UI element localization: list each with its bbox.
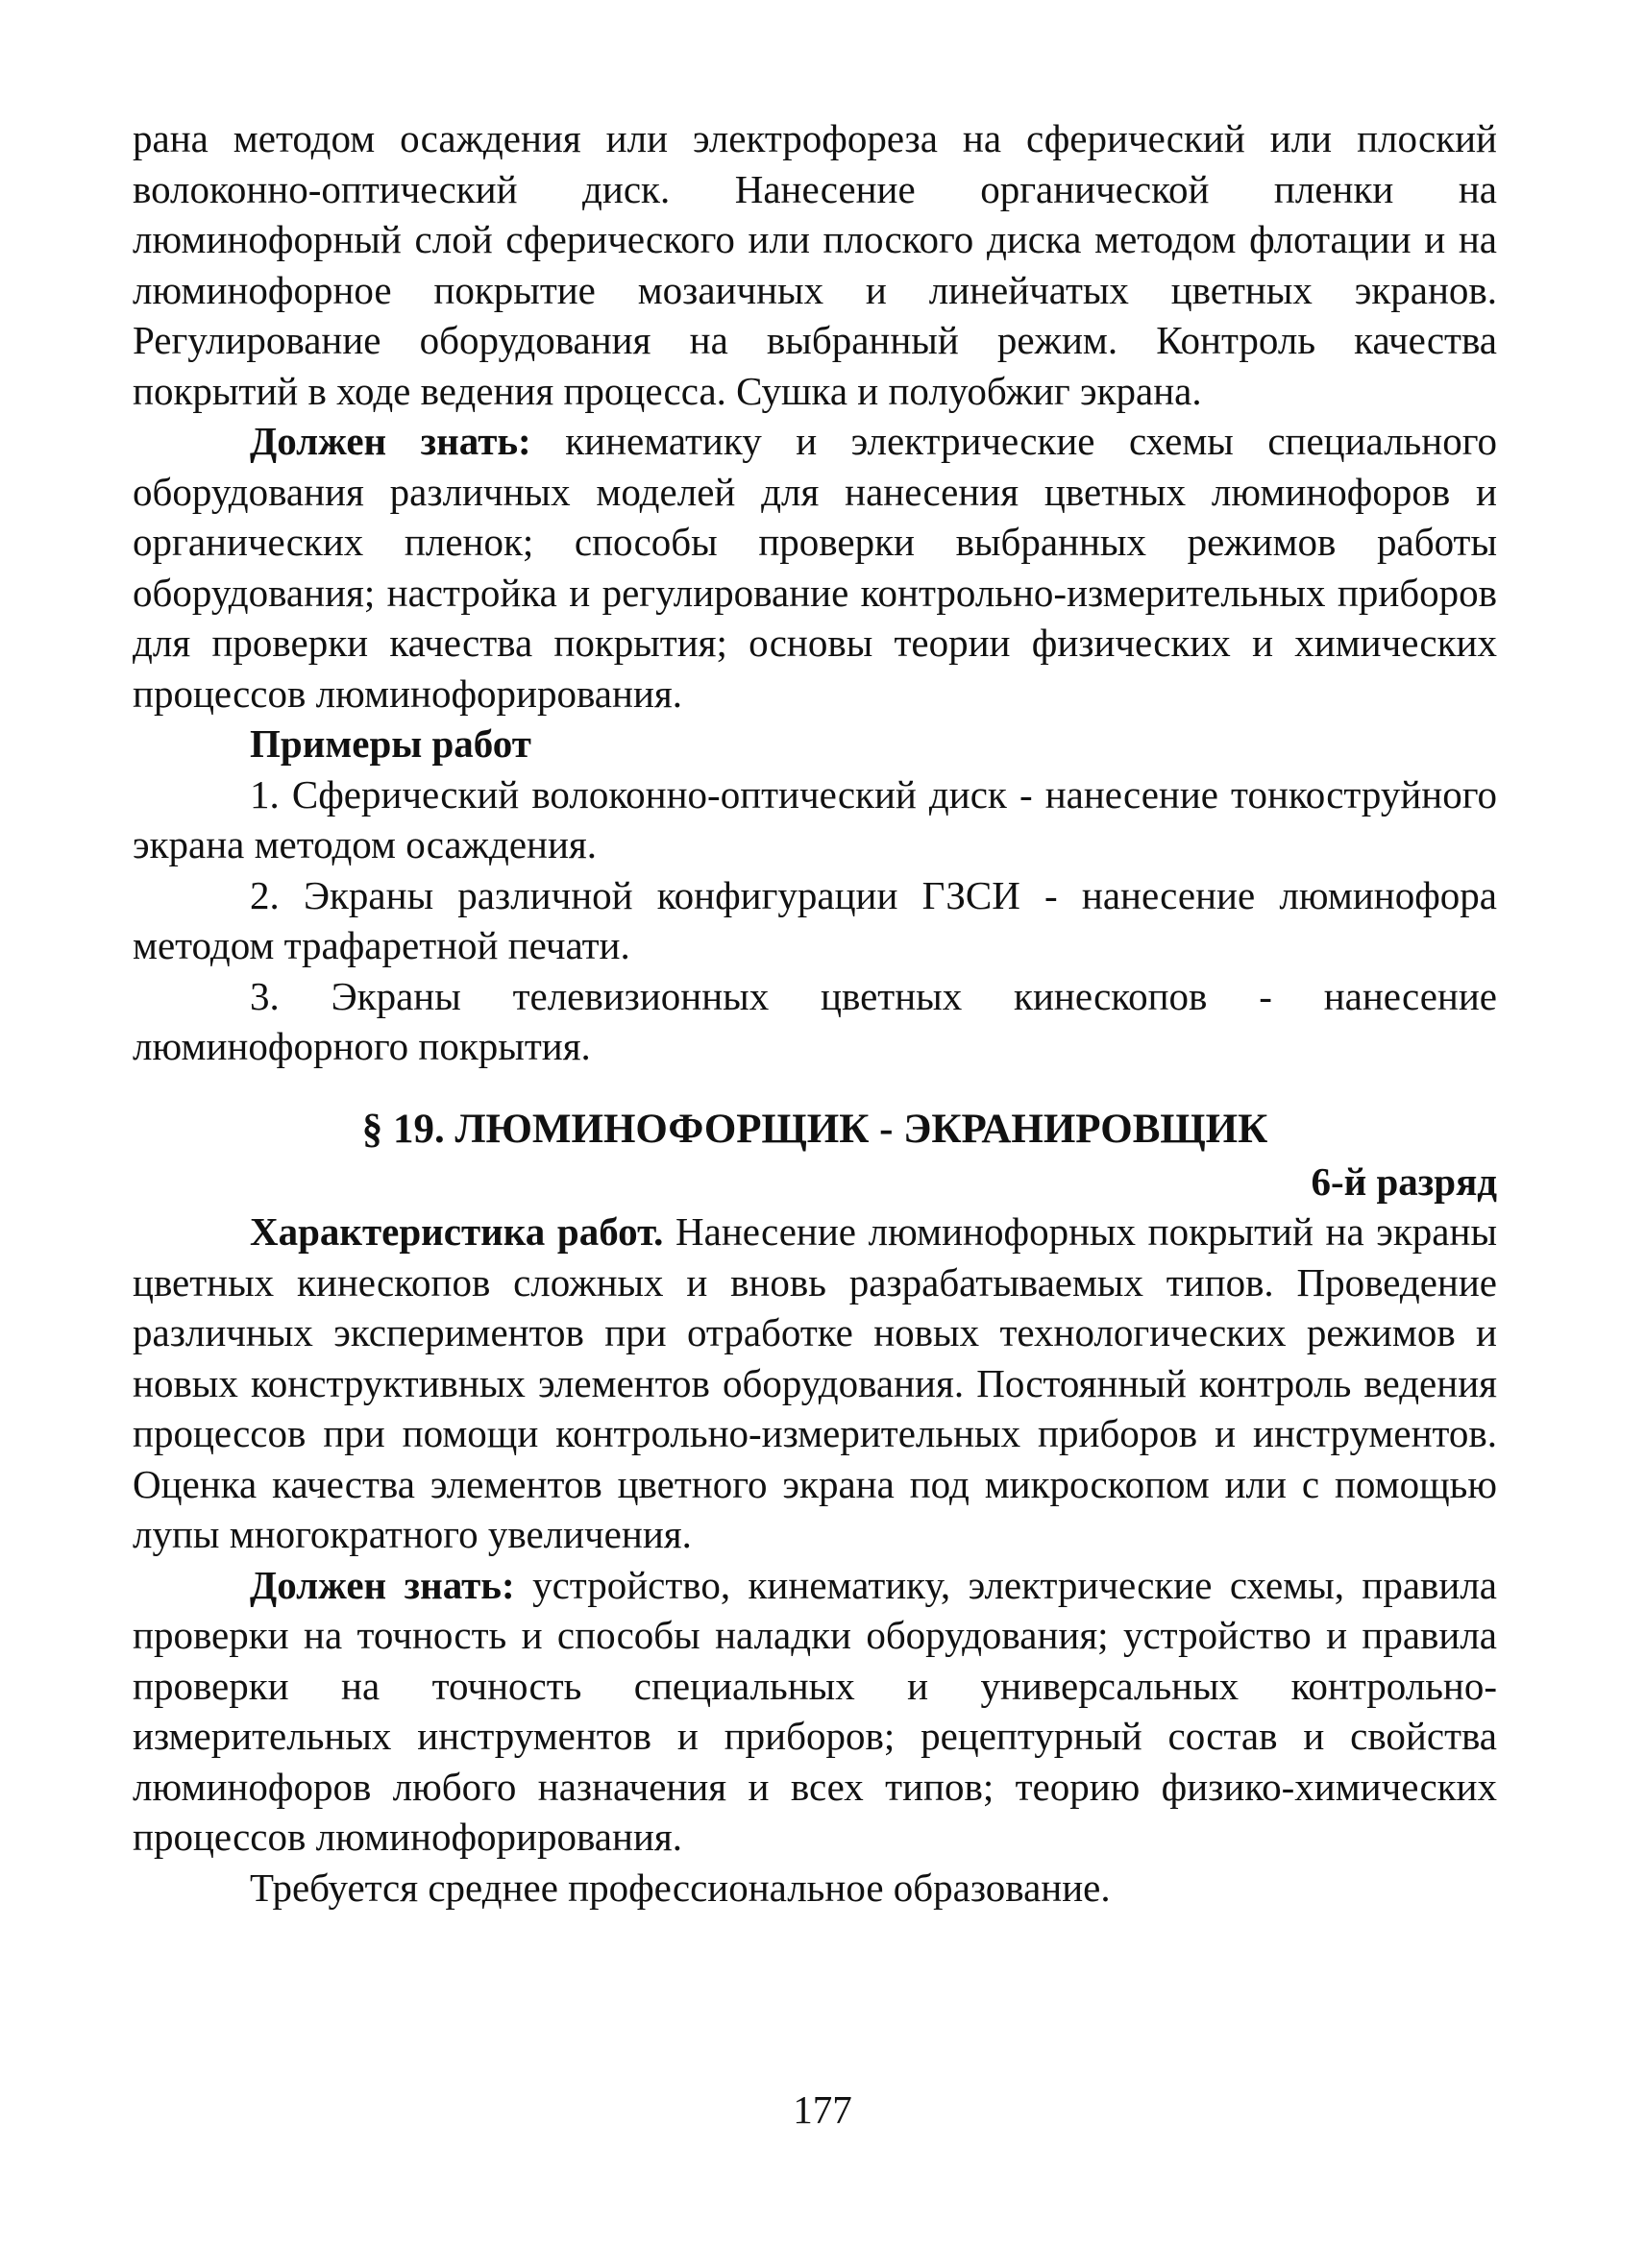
- example-item: 2. Экраны различной конфигурации ГЗСИ - нанесение люминофора методом трафаретной печати.: [133, 872, 1497, 967]
- must-know-text: кинематику и электрические схемы специального оборудования различных моделей для нанесения цветных люминофоров и органических пленок; способы проверки выбранных режимов работы оборудования; настройка и регулирование контрольно-измерительных приборов для проверки качества покрытия; основы теории физических и химических процессов люминофорирования.: [133, 419, 1497, 716]
- must-know-text-2: устройство, кинематику, электрические схемы, правила проверки на точность и способы наладки оборудования; устройство и правила проверки на точность специальных и универсальных контрольно-измерительных инструментов и приборов; рецептурный состав и свойства люминофоров любого назначения и всех типов; теорию физико-химических процессов люминофорирования.: [133, 1562, 1497, 1859]
- page-body: [133, 113, 1497, 1913]
- must-know-paragraph-2: [133, 1560, 1497, 1863]
- characteristics-label: Характеристика работ.: [250, 1209, 664, 1254]
- section-title: § 19. ЛЮМИНОФОРЩИК - ЭКРАНИРОВЩИК: [361, 1106, 1268, 1152]
- example-item: 1. Сферический волоконно-оптический диск - нанесение тонкоструйного экрана методом осаждения.: [133, 771, 1497, 866]
- must-know-label: Должен знать:: [250, 419, 531, 463]
- page-number: 177: [793, 2087, 852, 2132]
- example-item: 3. Экраны телевизионных цветных кинескопов - нанесение люминофорного покрытия.: [133, 973, 1497, 1068]
- characteristics-text: Нанесение люминофорных покрытий на экраны цветных кинескопов сложных и вновь разрабатываемых типов. Проведение различных экспериментов при отработке новых технологических режимов и новых конструктивных элементов оборудования. Постоянный контроль ведения процессов при помощи контрольно-измерительных приборов и инструментов. Оценка качества элементов цветного экрана под микроскопом или с помощью лупы многократного увеличения.: [133, 1209, 1497, 1556]
- must-know-paragraph: [133, 416, 1497, 719]
- examples-heading: Примеры работ: [250, 721, 531, 766]
- grade-label: 6-й разряд: [1311, 1158, 1497, 1204]
- must-know-label-2: Должен знать:: [250, 1562, 515, 1607]
- intro-paragraph: рана методом осаждения или электрофореза на сферический или плоский волоконно-оптический диск. Нанесение органической пленки на люминофорный слой сферического или плоского диска методом флотации и на люминофорное покрытие мозаичных и линейчатых цветных экранов. Регулирование оборудования на выбранный режим. Контроль качества покрытий в ходе ведения процесса. Сушка и полуобжиг экрана.: [133, 116, 1497, 413]
- characteristics-paragraph: [133, 1207, 1497, 1560]
- education-requirement: Требуется среднее профессиональное образование.: [250, 1865, 1111, 1910]
